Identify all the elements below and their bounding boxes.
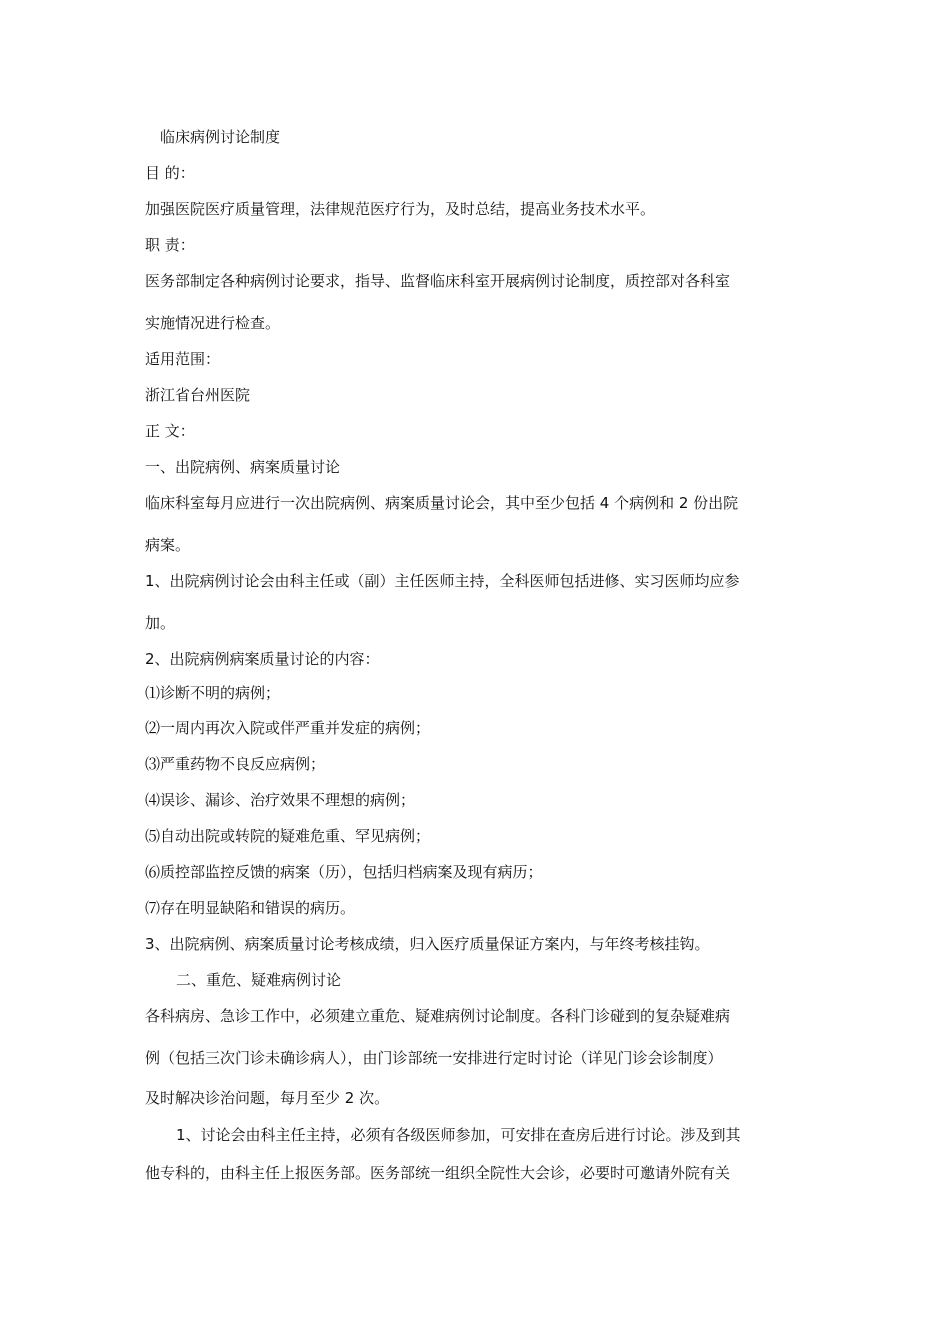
section2-intro-line-1: 各科病房、急诊工作中，必须建立重危、疑难病例讨论制度。各科门诊碰到的复杂疑难病: [145, 1007, 731, 1025]
section2-item1-line-2: 他专科的，由科主任上报医务部。医务部统一组织全院性大会诊，必要时可邀请外院有关: [145, 1164, 731, 1182]
section1-sub4: ⑷误诊、漏诊、治疗效果不理想的病例；: [145, 791, 416, 809]
section1-item3: 3、出院病例、病案质量讨论考核成绩，归入医疗质量保证方案内，与年终考核挂钩。: [145, 935, 710, 953]
section2-title: 二、重危、疑难病例讨论: [176, 971, 342, 989]
duty-text-line-1: 医务部制定各种病例讨论要求，指导、监督临床科室开展病例讨论制度，质控部对各科室: [145, 272, 731, 290]
section1-sub5: ⑸自动出院或转院的疑难危重、罕见病例；: [145, 827, 431, 845]
section1-title: 一、出院病例、病案质量讨论: [145, 458, 341, 476]
section1-sub6: ⑹质控部监控反馈的病案（历），包括归档病案及现有病历；: [145, 863, 543, 881]
section1-sub2: ⑵一周内再次入院或伴严重并发症的病例；: [145, 719, 431, 737]
section1-intro-line-1: 临床科室每月应进行一次出院病例、病案质量讨论会，其中至少包括 4 个病例和 2 份出院: [145, 494, 739, 512]
section1-item2: 2、出院病例病案质量讨论的内容：: [145, 650, 380, 668]
section2-intro-line-2: 例（包括三次门诊未确诊病人），由门诊部统一安排进行定时讨论（详见门诊会诊制度）: [145, 1049, 723, 1067]
section1-sub1: ⑴诊断不明的病例；: [145, 684, 281, 702]
purpose-heading: 目 的：: [145, 164, 195, 182]
purpose-text: 加强医院医疗质量管理，法律规范医疗行为，及时总结，提高业务技术水平。: [145, 200, 656, 218]
section1-item1-line-1: 1、出院病例讨论会由科主任或（副）主任医师主持，全科医师包括进修、实习医师均应参: [145, 572, 740, 590]
section1-sub7: ⑺存在明显缺陷和错误的病历。: [145, 899, 356, 917]
scope-text: 浙江省台州医院: [145, 386, 251, 404]
section1-sub3: ⑶严重药物不良反应病例；: [145, 755, 326, 773]
scope-heading: 适用范围：: [145, 350, 221, 368]
section2-item1-line-1: 1、讨论会由科主任主持，必须有各级医师参加，可安排在查房后进行讨论。涉及到其: [176, 1126, 741, 1144]
section1-item1-line-2: 加。: [145, 614, 176, 632]
body-heading: 正 文：: [145, 422, 195, 440]
duty-text-line-2: 实施情况进行检查。: [145, 314, 281, 332]
section1-intro-line-2: 病案。: [145, 536, 191, 554]
duty-heading: 职 责：: [145, 236, 195, 254]
document-title: 临床病例讨论制度: [160, 128, 281, 146]
section2-intro-line-3: 及时解决诊治问题，每月至少 2 次。: [145, 1089, 390, 1107]
